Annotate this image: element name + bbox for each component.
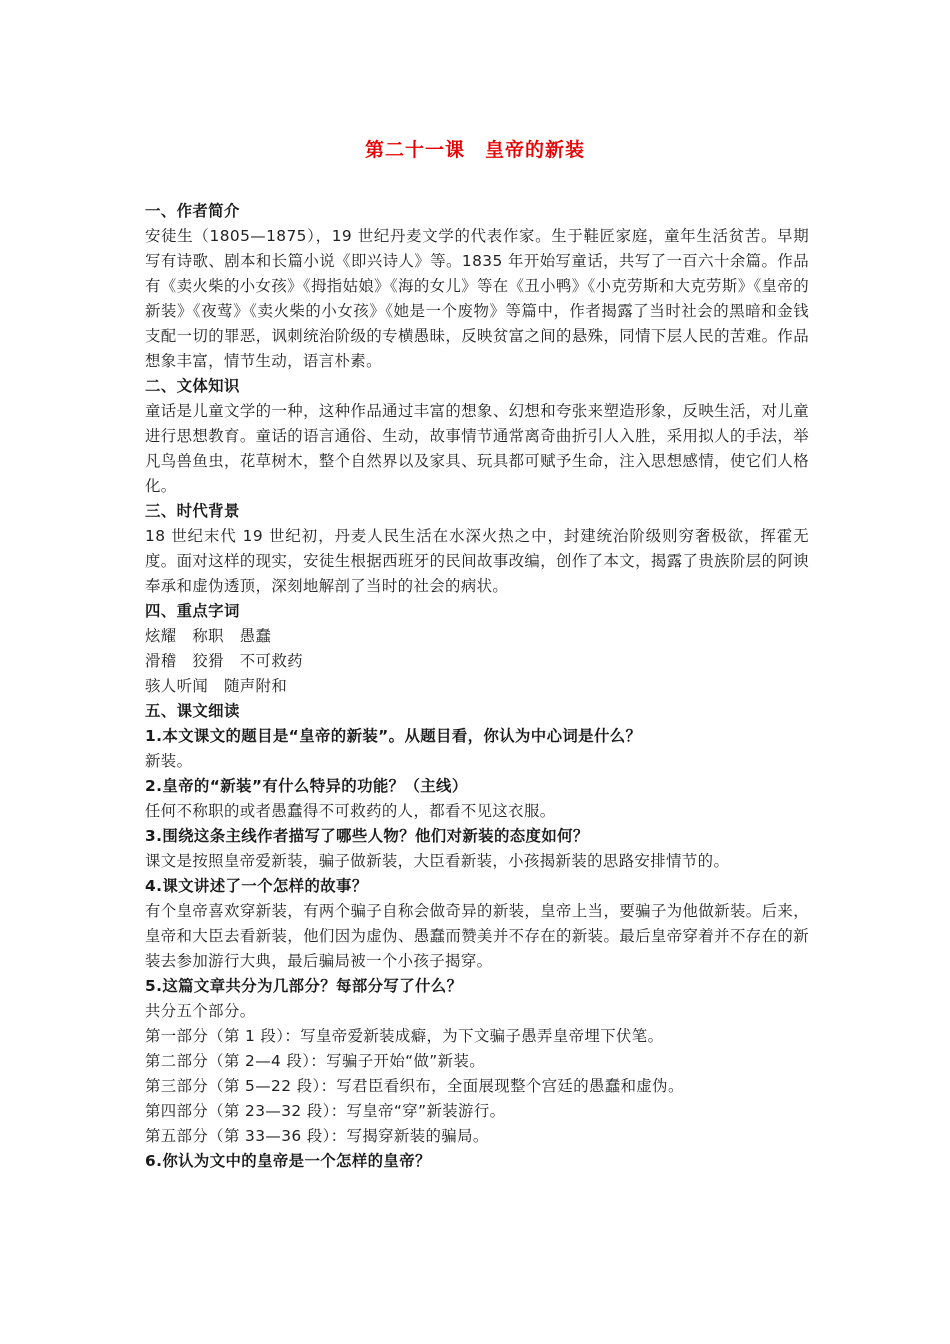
- answer-1: 新装。: [145, 752, 193, 770]
- answer-5-part: 第三部分（第 5—22 段）：写君臣看织布，全面展现整个宫廷的愚蠢和虚伪。: [145, 1077, 684, 1095]
- answer-5-part: 第二部分（第 2—4 段）：写骗子开始“做”新装。: [145, 1052, 486, 1070]
- lesson-title: 第二十一课 皇帝的新装: [364, 139, 585, 161]
- author-paragraph: 安徒生（1805—1875），19 世纪丹麦文学的代表作家。生于鞋匠家庭，童年生活贫苦。早期写有诗歌、剧本和长篇小说《即兴诗人》等。1835 年开始写童话，共写了一百六十余篇。作品有《卖火柴的小女孩》《拇指姑娘》《海的女儿》等在《丑小鸭》《小克劳斯和大克劳斯》《皇帝的新装》《夜莺》《卖火柴的小女孩》《她是一个废物》等篇中，作者揭露了当时社会的黑暗和金钱支配一切的罪恶，讽刺统治阶级的专横愚昧，反映贫富之间的悬殊，同情下层人民的苦难。作品想象丰富，情节生动，语言朴素。: [145, 227, 809, 370]
- document-body: [145, 199, 809, 1174]
- section-heading-genre: 二、文体知识: [145, 377, 240, 395]
- question-2: 2.皇帝的“新装”有什么特异的功能？（主线）: [145, 777, 468, 795]
- answer-5-part: 第四部分（第 23—32 段）：写皇帝“穿”新装游行。: [145, 1102, 506, 1120]
- section-heading-background: 三、时代背景: [145, 502, 240, 520]
- question-6: 6.你认为文中的皇帝是一个怎样的皇帝？: [145, 1152, 431, 1170]
- answer-5-part: 第一部分（第 1 段）：写皇帝爱新装成癖，为下文骗子愚弄皇帝埋下伏笔。: [145, 1027, 664, 1045]
- genre-paragraph: 童话是儿童文学的一种，这种作品通过丰富的想象、幻想和夸张来塑造形象，反映生活，对儿童进行思想教育。童话的语言通俗、生动，故事情节通常离奇曲折引人入胜，采用拟人的手法，举凡鸟兽鱼虫，花草树木，整个自然界以及家具、玩具都可赋予生命，注入思想感情，使它们人格化。: [145, 402, 809, 495]
- answer-5-intro: 共分五个部分。: [145, 1002, 256, 1020]
- question-1: 1.本文课文的题目是“皇帝的新装”。从题目看，你认为中心词是什么？: [145, 727, 642, 745]
- section-heading-author: 一、作者简介: [145, 202, 240, 220]
- answer-2: 任何不称职的或者愚蠢得不可救药的人，都看不见这衣服。: [145, 802, 556, 820]
- vocab-line: 骇人听闻 随声附和: [145, 677, 288, 695]
- question-4: 4.课文讲述了一个怎样的故事？: [145, 877, 368, 895]
- vocab-line: 滑稽 狡猾 不可救药: [145, 652, 303, 670]
- section-heading-reading: 五、课文细读: [145, 702, 240, 720]
- question-3: 3.围绕这条主线作者描写了哪些人物？他们对新装的态度如何？: [145, 827, 589, 845]
- answer-5-part: 第五部分（第 33—36 段）：写揭穿新装的骗局。: [145, 1127, 489, 1145]
- section-heading-vocab: 四、重点字词: [145, 602, 240, 620]
- vocab-line: 炫耀 称职 愚蠢: [145, 627, 272, 645]
- question-5: 5.这篇文章共分为几部分？每部分写了什么？: [145, 977, 463, 995]
- background-paragraph: 18 世纪末代 19 世纪初，丹麦人民生活在水深火热之中，封建统治阶级则穷奢极欲，挥霍无度。面对这样的现实，安徒生根据西班牙的民间故事改编，创作了本文，揭露了贵族阶层的阿谀奉承和虚伪透顶，深刻地解剖了当时的社会的病状。: [145, 527, 809, 595]
- answer-3: 课文是按照皇帝爱新装，骗子做新装，大臣看新装，小孩揭新装的思路安排情节的。: [145, 852, 730, 870]
- answer-4: 有个皇帝喜欢穿新装，有两个骗子自称会做奇异的新装，皇帝上当，要骗子为他做新装。后来，皇帝和大臣去看新装，他们因为虚伪、愚蠢而赞美并不存在的新装。最后皇帝穿着并不存在的新装去参加游行大典，最后骗局被一个小孩子揭穿。: [145, 902, 809, 970]
